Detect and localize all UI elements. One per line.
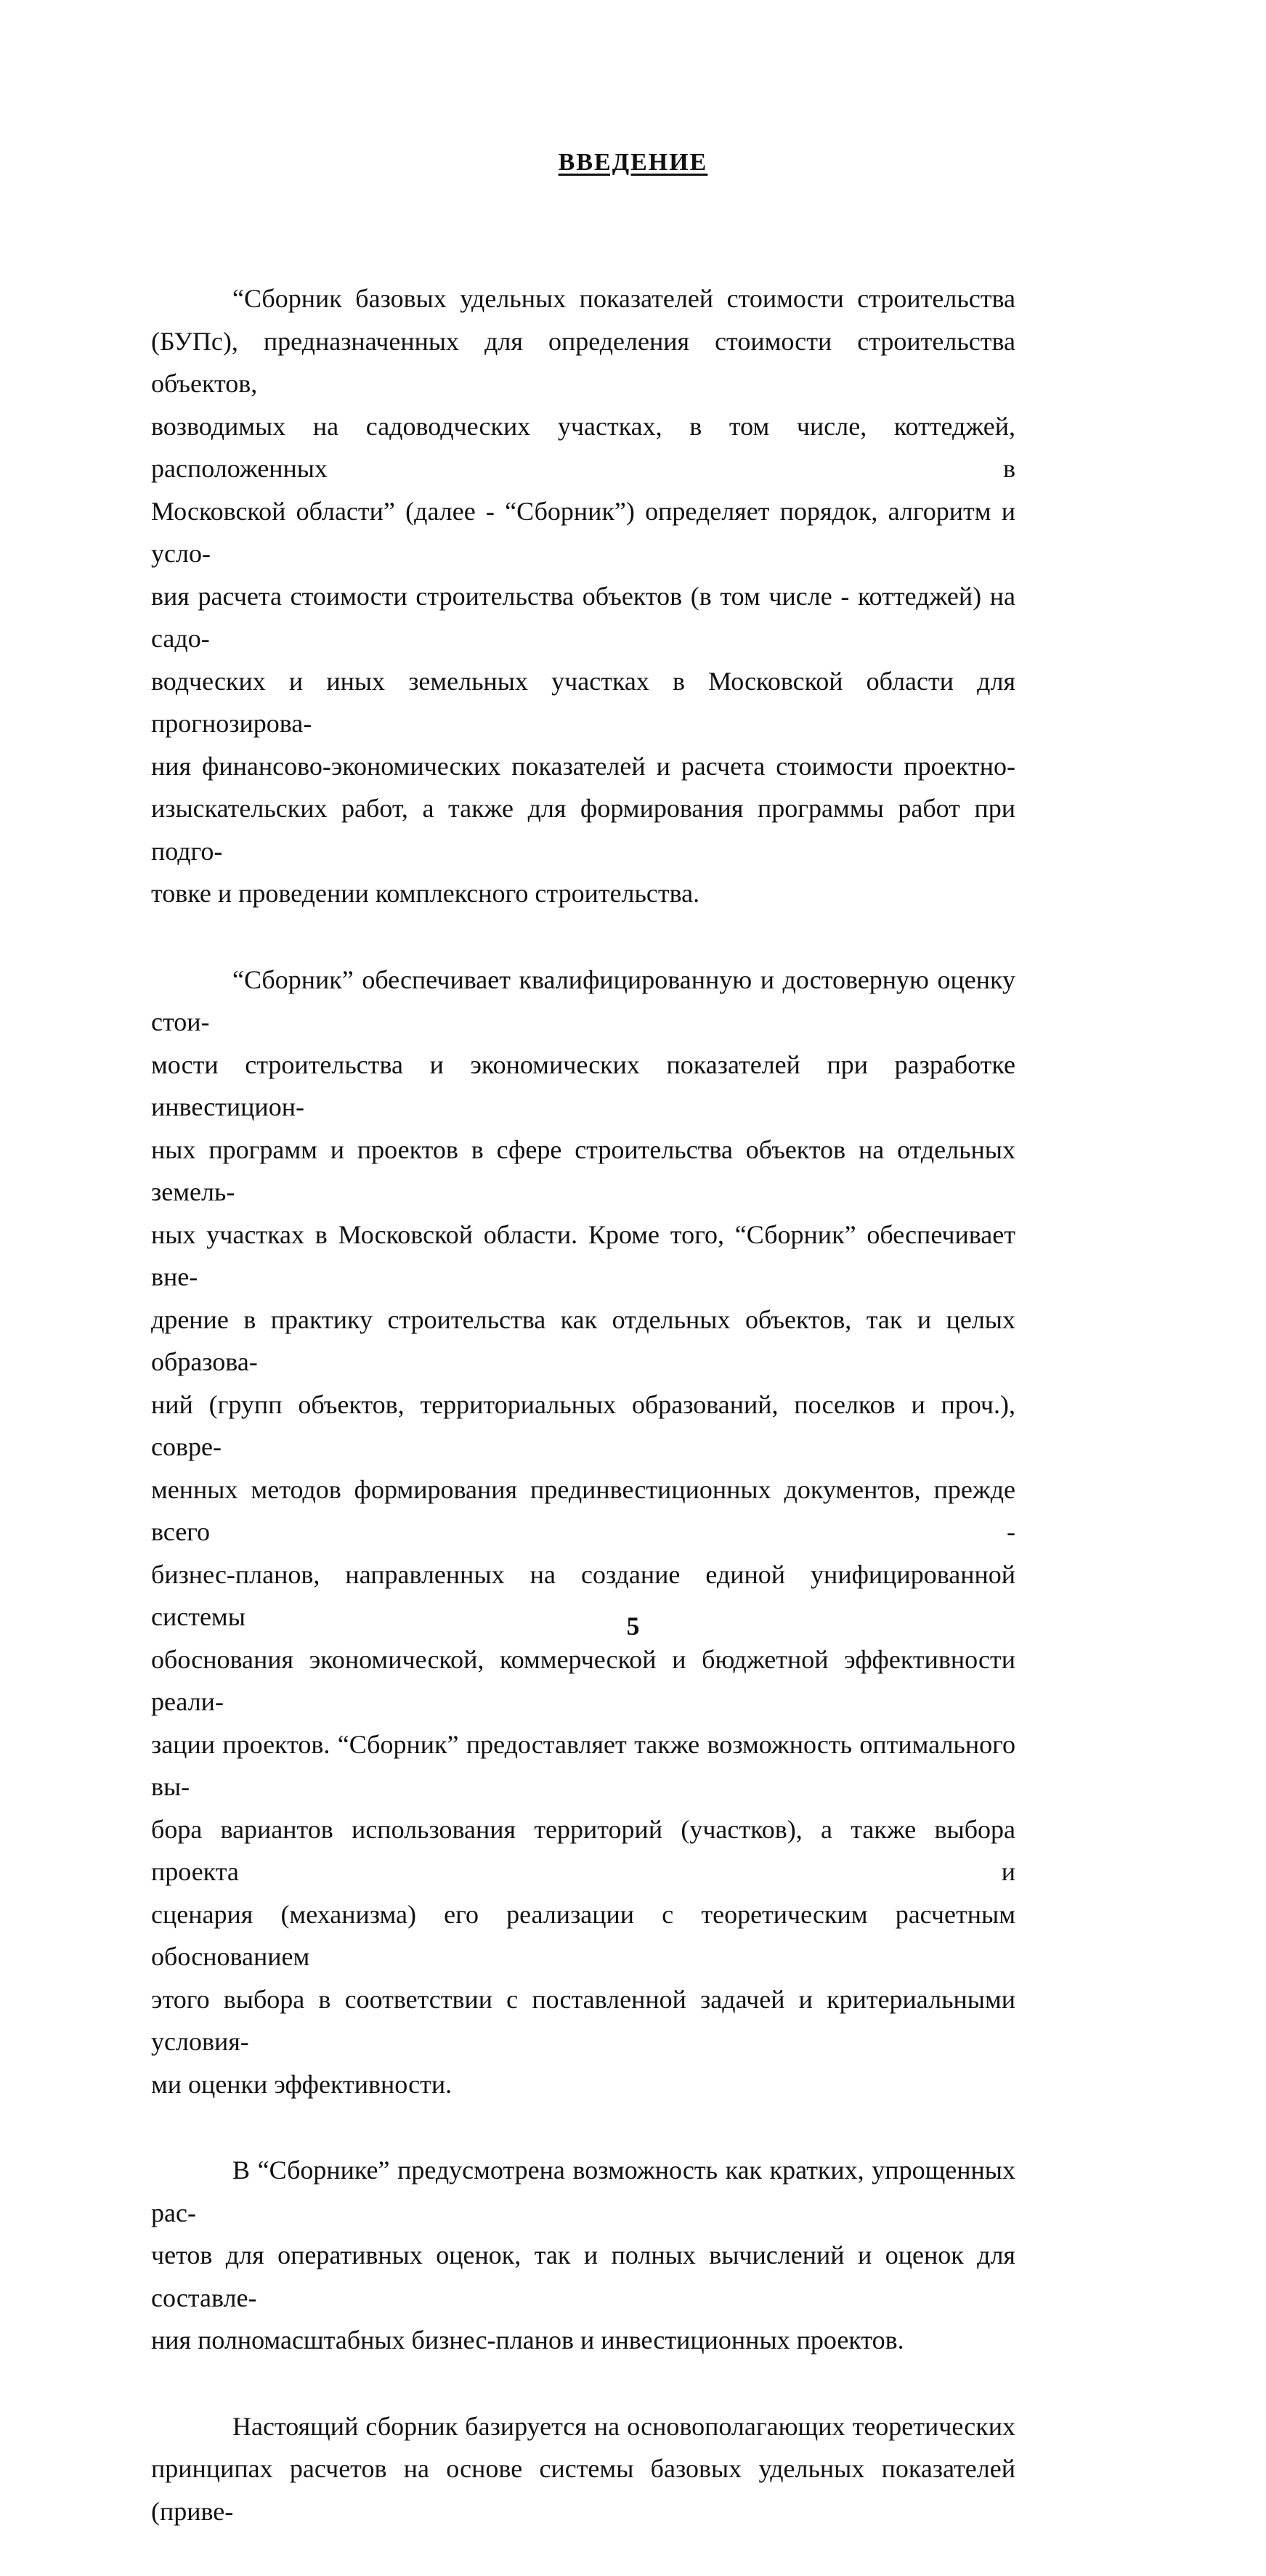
paragraph-line: “Сборник” обеспечивает квалифицированную и достоверную оценку стои-	[151, 964, 1015, 1036]
paragraph-line: бора вариантов использования территорий (участков), а также выбора проекта и	[151, 1814, 1015, 1886]
paragraph-1	[151, 277, 1015, 915]
paragraph-line: этого выбора в соответствии с поставленной задачей и критериальными условия-	[151, 1984, 1015, 2056]
paragraph-line: (БУПс), предназначенных для определения стоимости строительства объектов,	[151, 326, 1015, 398]
paragraph-line: зации проектов. “Сборник” предоставляет также возможность оптимального вы-	[151, 1729, 1015, 1801]
paragraph-line: менных методов формирования прединвестиционных документов, прежде всего -	[151, 1474, 1015, 1546]
paragraph-4	[151, 2405, 1015, 2533]
paragraph-line: изыскательских работ, а также для формирования программы работ при подго-	[151, 794, 1015, 866]
paragraph-line: обоснования экономической, коммерческой и бюджетной эффективности реали-	[151, 1644, 1015, 1716]
paragraph-line: ных программ и проектов в сфере строительства объектов на отдельных земель-	[151, 1134, 1015, 1206]
paragraph-line: ния финансово-экономических показателей и расчета стоимости проектно-	[151, 751, 1015, 781]
paragraph-line: сценария (механизма) его реализации с теоретическим расчетным обоснованием	[151, 1899, 1015, 1971]
paragraph-line: бизнес-планов, направленных на создание единой унифицированной системы	[151, 1559, 1015, 1631]
paragraph-line: ний (групп объектов, территориальных образований, поселков и проч.), совре-	[151, 1389, 1015, 1461]
paragraph-line: “Сборник базовых удельных показателей стоимости строительства	[232, 284, 1015, 313]
paragraph-line: Настоящий сборник базируется на основополагающих теоретических	[232, 2411, 1015, 2441]
page-number: 5	[626, 1612, 640, 1641]
paragraph-line: четов для оперативных оценок, так и полных вычислений и оценок для составле-	[151, 2240, 1015, 2312]
paragraph-line: водческих и иных земельных участках в Московской области для прогнозирова-	[151, 666, 1015, 738]
page-title: ВВЕДЕНИЕ	[558, 149, 708, 176]
paragraph-line: принципах расчетов на основе системы базовых удельных показателей (приве-	[151, 2454, 1015, 2526]
paragraph-line: мости строительства и экономических показателей при разработке инвестицион-	[151, 1049, 1015, 1121]
paragraph-line: ных участках в Московской области. Кроме того, “Сборник” обеспечивает вне-	[151, 1219, 1015, 1291]
paragraph-2	[151, 959, 1015, 2106]
paragraph-line: возводимых на садоводческих участках, в том числе, коттеджей, расположенных в	[151, 411, 1015, 483]
paragraph-line: ми оценки эффективности.	[151, 2069, 453, 2099]
paragraph-3	[151, 2149, 1015, 2362]
paragraph-line: вия расчета стоимости строительства объектов (в том числе - коттеджей) на садо-	[151, 581, 1015, 653]
paragraph-line: товке и проведении комплексного строительства.	[151, 879, 700, 908]
paragraph-line: дрение в практику строительства как отдельных объектов, так и целых образова-	[151, 1304, 1015, 1376]
paragraph-line: В “Сборнике” предусмотрена возможность как кратких, упрощенных рас-	[151, 2156, 1015, 2227]
paragraph-line: ния полномасштабных бизнес-планов и инвестиционных проектов.	[151, 2325, 904, 2354]
paragraph-line: Московской области” (далее - “Сборник”) определяет порядок, алгоритм и усло-	[151, 496, 1015, 568]
body-text	[151, 277, 1015, 2576]
